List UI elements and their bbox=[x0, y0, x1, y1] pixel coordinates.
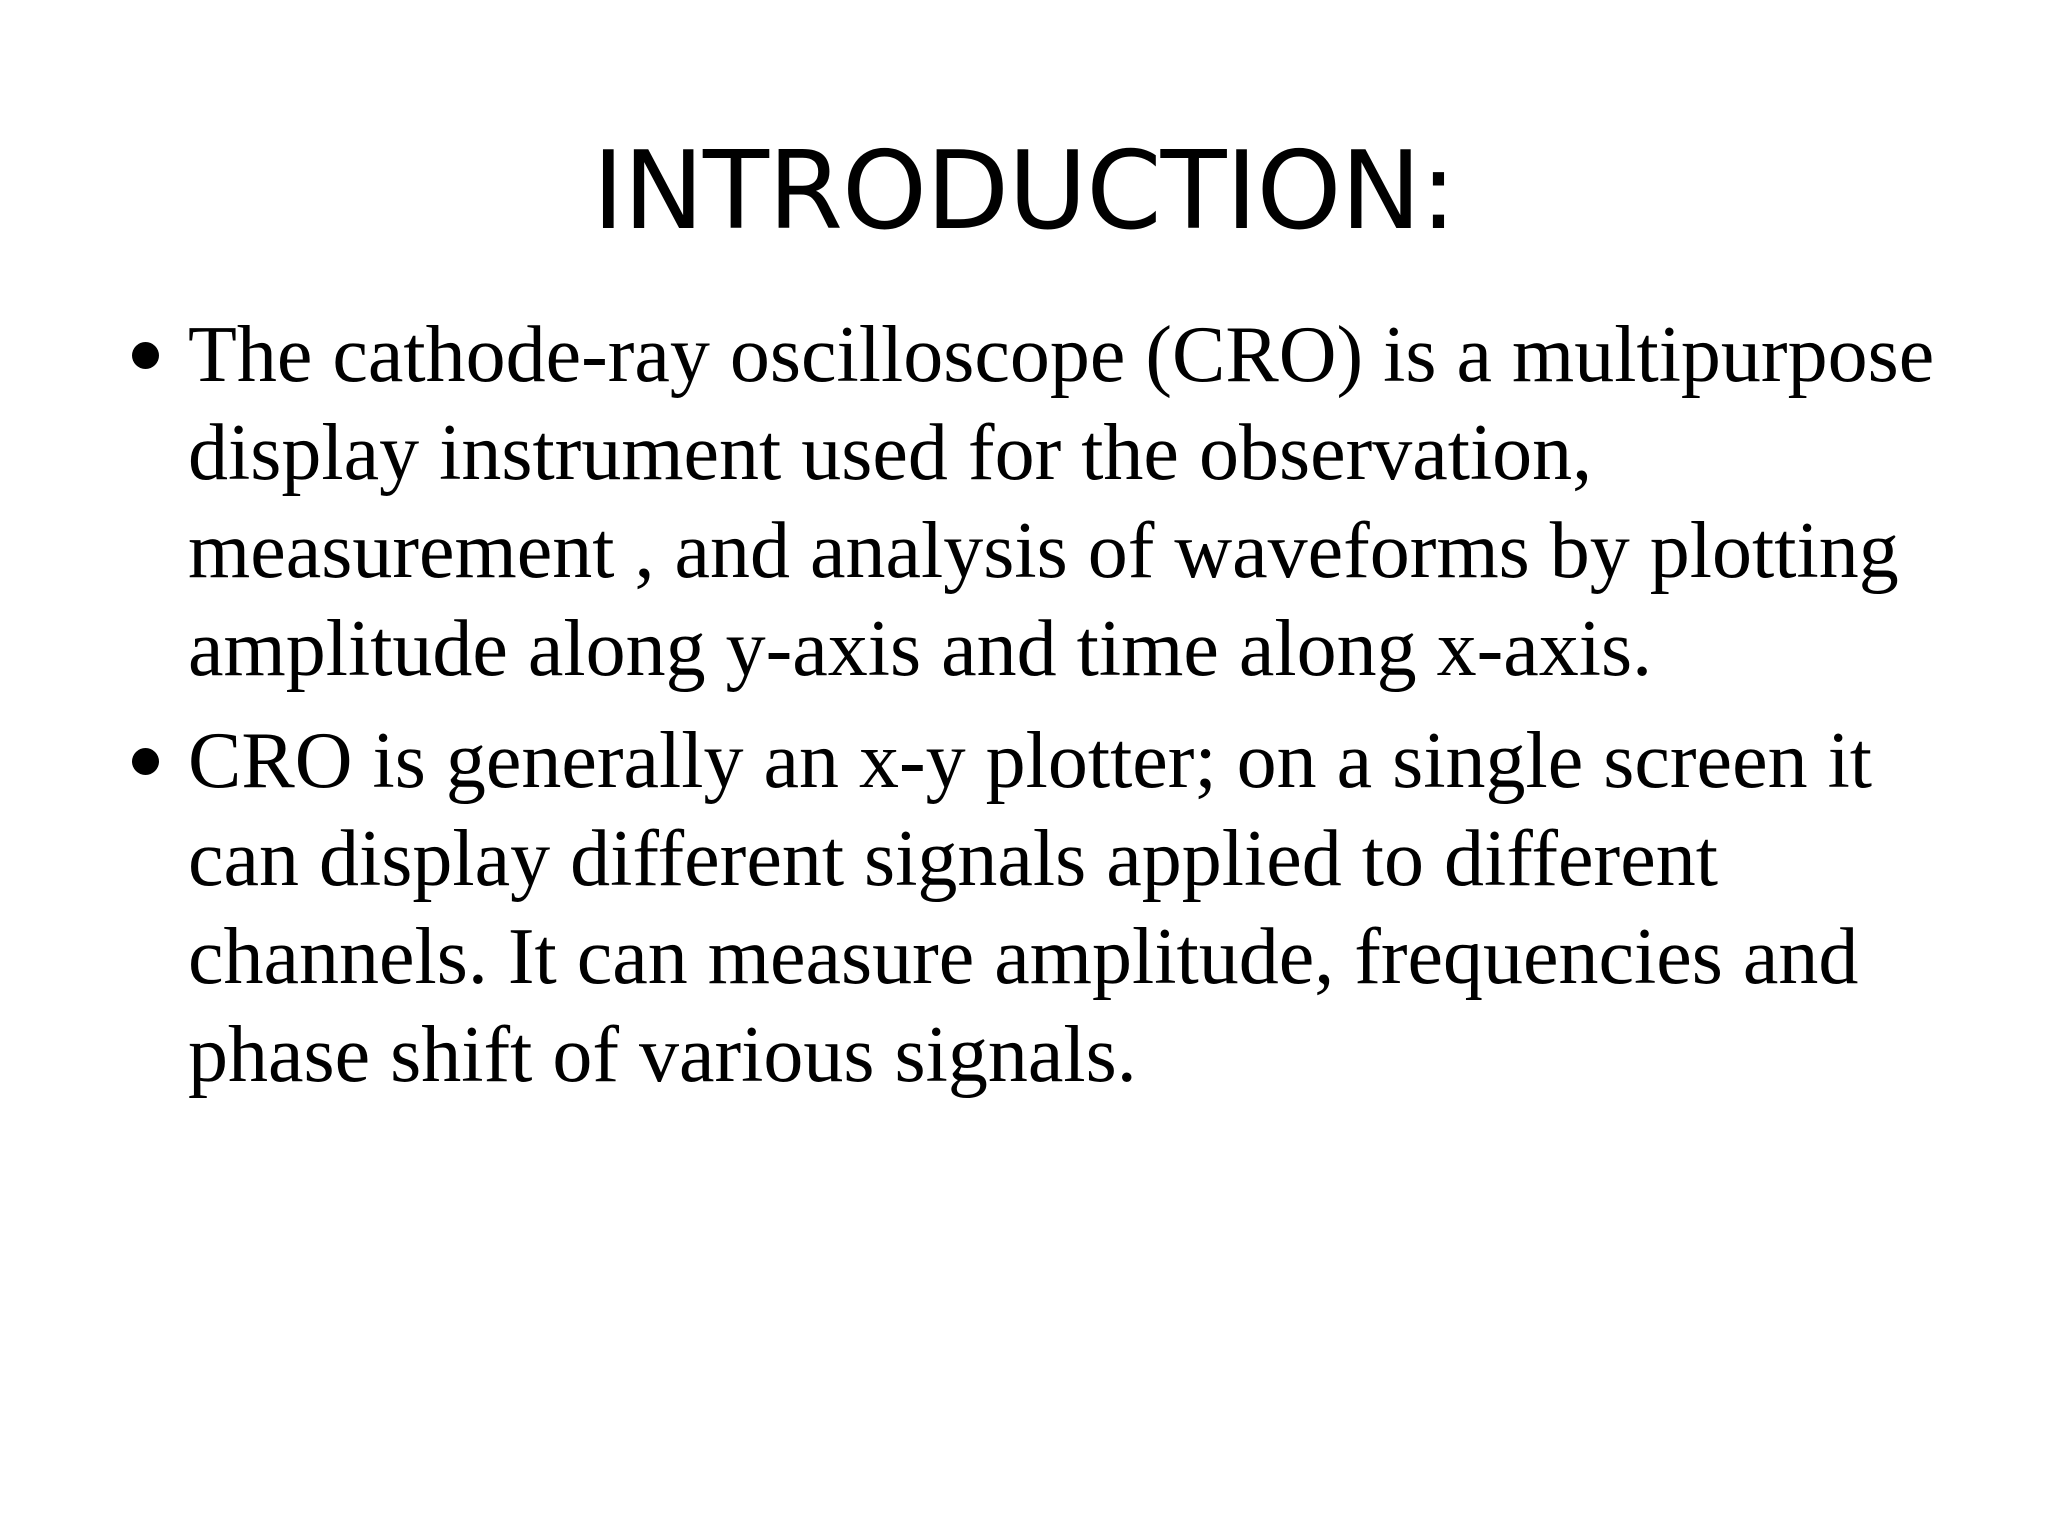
bullet-item bbox=[130, 306, 1960, 698]
bullet-text: CRO is generally an x-y plotter; on a single screen it can display different signals applied to different channels. It can measure amplitude, frequencies and phase shift of various signals. bbox=[188, 717, 1873, 1099]
bullet-dot-icon bbox=[132, 342, 159, 369]
slide-title: INTRODUCTION: bbox=[592, 129, 1456, 254]
bullet-text: The cathode-ray oscilloscope (CRO) is a multipurpose display instrument used for the observation, measurement , and analysis of waveforms by plotting amplitude along y-axis and time along x-axis. bbox=[188, 311, 1935, 693]
bullet-dot-icon bbox=[132, 748, 159, 775]
bullet-item bbox=[130, 712, 1960, 1104]
bullet-list bbox=[130, 306, 1960, 1118]
